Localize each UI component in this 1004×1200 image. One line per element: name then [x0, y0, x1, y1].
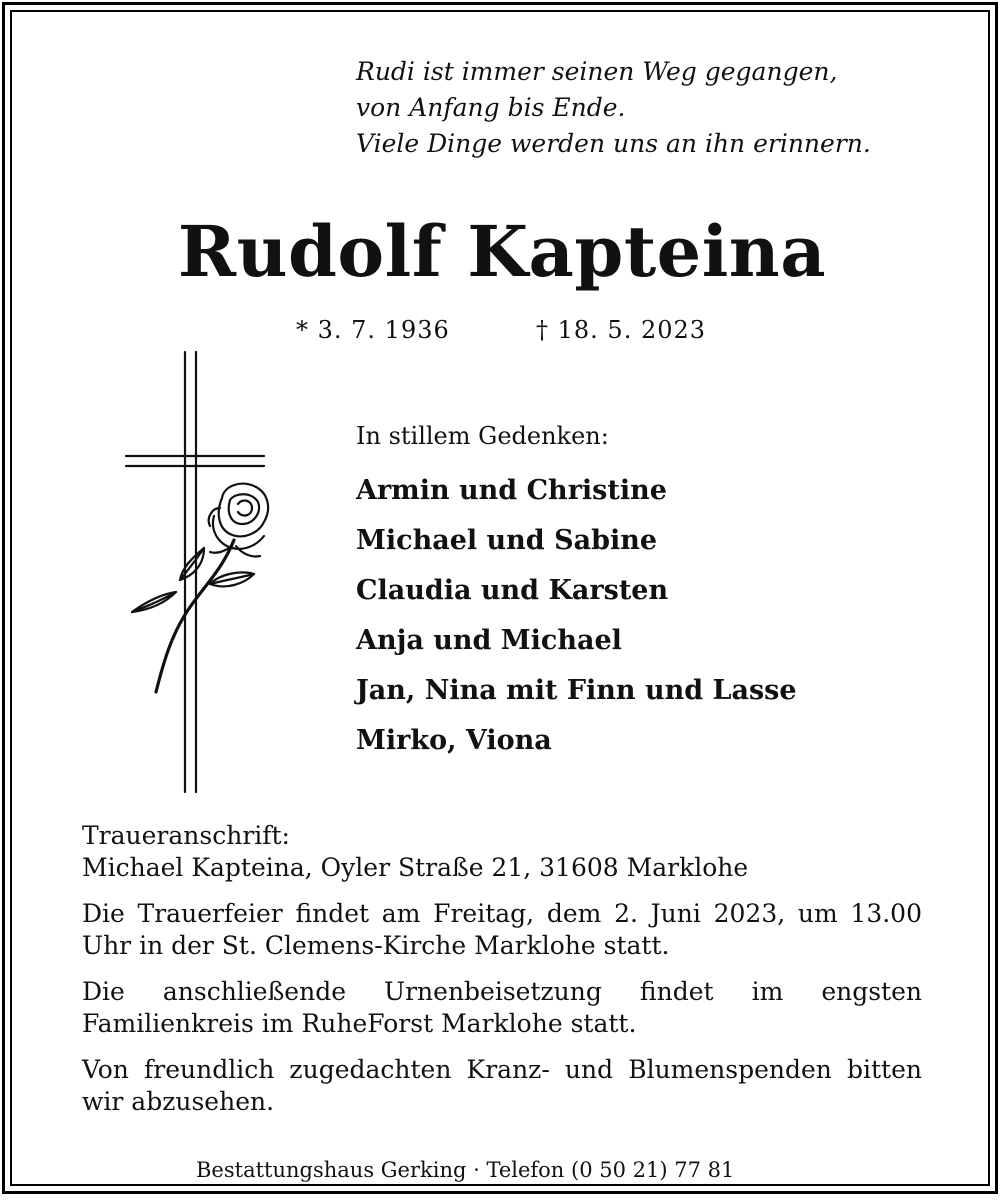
mourner-entry: Anja und Michael	[356, 625, 622, 656]
mourner-entry: Armin und Christine	[356, 475, 667, 506]
mourners-list	[356, 466, 797, 766]
mourner-entry: Jan, Nina mit Finn und Lasse	[356, 675, 797, 706]
poem-line: Viele Dinge werden uns an ihn erinnern.	[356, 129, 871, 158]
memorial-intro: In stillem Gedenken:	[356, 422, 609, 450]
death-date: † 18. 5. 2023	[536, 316, 707, 344]
mourner-entry: Michael und Sabine	[356, 525, 658, 556]
cross-with-rose-icon	[118, 348, 288, 798]
info-section	[82, 820, 922, 1132]
poem-line: von Anfang bis Ende.	[356, 93, 626, 122]
mourner-entry: Mirko, Viona	[356, 725, 552, 756]
poem-line: Rudi ist immer seinen Weg gegangen,	[356, 57, 838, 86]
birth-date: * 3. 7. 1936	[296, 316, 450, 344]
funeral-home-footer: Bestattungshaus Gerking · Telefon (0 50 21) 77 81	[190, 1156, 740, 1184]
poem	[356, 54, 871, 162]
ceremony-notice: Die Trauerfeier findet am Freitag, dem 2. Juni 2023, um 13.00 Uhr in der St. Clemens-Kirche Marklohe statt.	[82, 899, 922, 960]
deceased-name: Rudolf Kapteina	[177, 210, 827, 293]
mourning-address: Michael Kapteina, Oyler Straße 21, 31608 Marklohe	[82, 853, 749, 882]
mourner-entry: Claudia und Karsten	[356, 575, 669, 606]
flowers-notice: Von freundlich zugedachten Kranz- und Blumenspenden bitten wir abzusehen.	[82, 1055, 922, 1116]
burial-notice: Die anschließende Urnenbeisetzung findet im engsten Familienkreis im RuheForst Marklohe statt.	[82, 977, 922, 1038]
address-label: Traueranschrift:	[82, 821, 290, 850]
